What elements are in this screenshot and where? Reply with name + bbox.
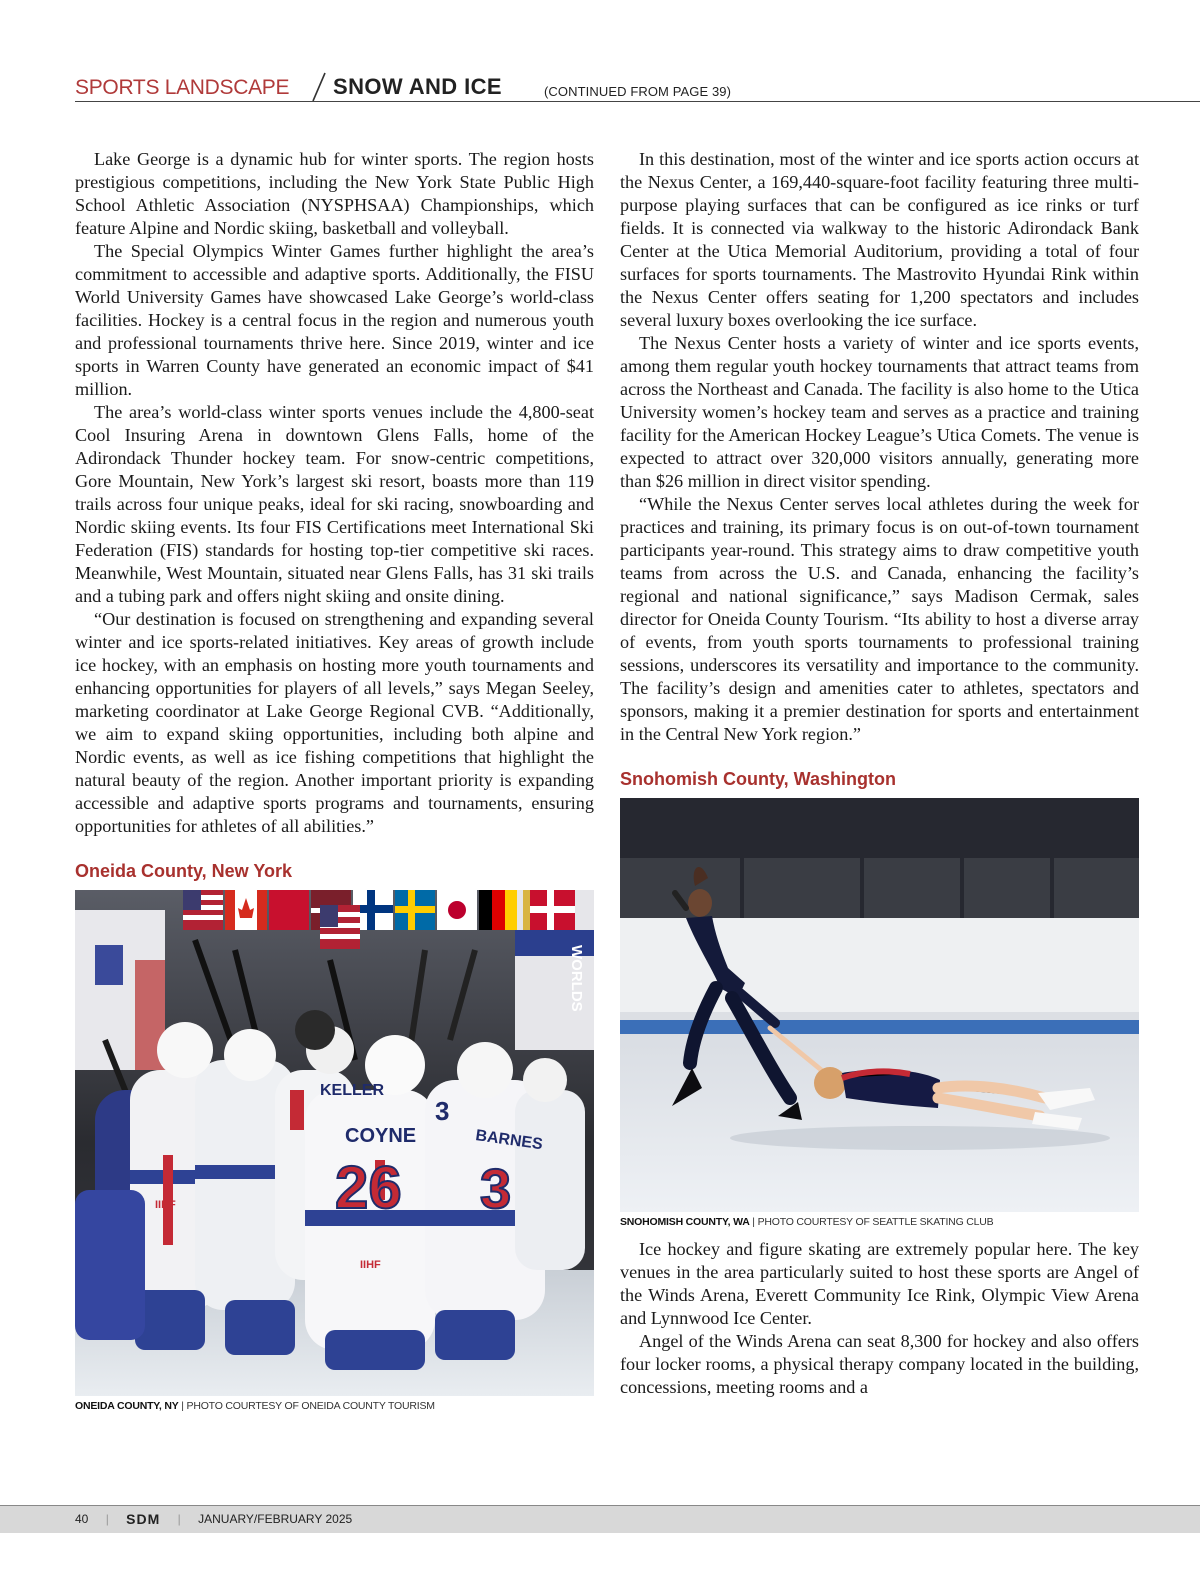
continued-note: (CONTINUED FROM PAGE 39) [544,84,732,99]
paragraph: Lake George is a dynamic hub for winter sports. The region hosts prestigious competitions, including the New York State Public High School Athletic Association (NYSPHSAA) Championships, which feature Alpine and Nordic skiing, basketball and volleyball. [75,149,594,238]
page-footer [75,1511,352,1527]
iihf-patch: IIHF [155,1199,176,1211]
subhead-snohomish: Snohomish County, Washington [620,769,896,789]
left-column [75,148,594,1413]
paragraph: The Nexus Center hosts a variety of winter and ice sports events, among them regular youth hockey tournaments that attract teams from across the Northeast and Canada. The facility is also home to the Utica University women’s hockey team and serves as a practice and training facility for the American Hockey League’s Utica Comets. The venue is expected to attract over 320,000 visitors annually, generating more than $26 million in direct visitor spending. [620,333,1139,491]
magazine-logo: SDM [126,1511,161,1527]
issue-date: JANUARY/FEBRUARY 2025 [198,1512,353,1526]
topic-label: SNOW AND ICE [333,74,502,99]
jersey-name-coyne: COYNE [345,1125,417,1147]
slash-divider [311,72,327,102]
page-header [75,72,1200,104]
section-label: SPORTS LANDSCAPE [75,76,290,99]
hockey-team-photo [75,890,594,1396]
right-column [620,148,1139,1399]
header-rule [75,101,1200,102]
paragraph: The area’s world-class winter sports venues include the 4,800-seat Cool Insuring Arena in downtown Glens Falls, home of the Adirondack Thunder hockey team. For snow-centric competitions, Gore Mountain, New York’s largest ski resort, boasts more than 119 trails across four unique peaks, ideal for ski racing, snowboarding and Nordic skiing events. Its four FIS Certifications meet International Ski Federation (FIS) standards for hosting top-tier competitive ski races. Meanwhile, West Mountain, situated near Glens Falls, has 31 ski trails and a tubing park and offers night skiing and onsite dining. [75,402,594,606]
paragraph: “Our destination is focused on strengthening and expanding several winter and ice sports-related initiatives. Key areas of growth include ice hockey, with an emphasis on hosting more youth tournaments and enhancing opportunities for players of all levels,” says Megan Seeley, marketing coordinator at Lake George Regional CVB. “Additionally, we aim to expand skiing opportunities, including both alpine and Nordic events, as well as ice fishing competitions that highlight the natural beauty of the region. Another important priority is expanding accessible and adaptive sports programs and tournaments, ensuring opportunities for athletes of all abilities.” [75,609,594,836]
skating-photo-illustration [620,798,1139,1212]
footer-separator: | [105,1512,109,1526]
paragraph: In this destination, most of the winter and ice sports action occurs at the Nexus Center, a 169,440-square-foot facility featuring three multi-purpose playing surfaces that can be configured as ice rinks or turf fields. It is connected via walkway to the historic Adirondack Bank Center at the Utica Memorial Auditorium, providing a total of four surfaces for sports tournaments. The Mastrovito Hyundai Rink within the Nexus Center offers seating for 1,200 spectators and includes several luxury boxes overlooking the ice surface. [620,149,1139,330]
iihf-patch: IIHF [360,1259,381,1271]
jersey-name-barnes: BARNES [474,1127,544,1154]
photo-caption-oneida: ONEIDA COUNTY, NY | PHOTO COURTESY OF ONEIDA COUNTY TOURISM [75,1400,435,1412]
jersey-number-3: 3 [480,1157,512,1220]
photo-caption-snohomish: SNOHOMISH COUNTY, WA | PHOTO COURTESY OF SEATTLE SKATING CLUB [620,1216,994,1228]
paragraph: The Special Olympics Winter Games further highlight the area’s commitment to accessible and adaptive sports. Additionally, the FISU World University Games have showcased Lake George’s world-class facilities. Hockey is a central focus in the region and numerous youth and professional tournaments thrive here. Since 2019, winter and ice sports in Warren County have generated an economic impact of $41 million. [75,241,594,399]
figure-skating-photo [620,798,1139,1212]
footer-separator: | [177,1512,181,1526]
jersey-name-keller: KELLER [320,1082,384,1099]
hockey-photo-illustration [75,890,594,1396]
paragraph: “While the Nexus Center serves local athletes during the week for practices and training, its primary focus is on out-of-town tournament participants year-round. This strategy aims to draw competitive youth teams from across the U.S. and Canada, enhancing the facility’s regional and national significance,” says Madison Cermak, sales director for Oneida County Tourism. “Its ability to host a diverse array of events, from youth sports tournaments to professional training sessions, underscores its versatility and importance to the community. The facility’s design and amenities cater to athletes, spectators and sponsors, making it a premier destination for sports and entertainment in the Central New York region.” [620,494,1139,744]
paragraph: Ice hockey and figure skating are extremely popular here. The key venues in the area particularly suited to host these sports are Angel of the Winds Arena, Everett Community Ice Rink, Olympic View Arena and Lynnwood Ice Center. [620,1239,1139,1328]
paragraph: Angel of the Winds Arena can seat 8,300 for hockey and also offers four locker rooms, a physical therapy company located in the building, concessions, meeting rooms and a [620,1331,1139,1397]
subhead-oneida: Oneida County, New York [75,861,293,881]
jersey-number-26: 26 [335,1154,402,1221]
page-number: 40 [75,1512,89,1526]
svg-text:3: 3 [435,1096,450,1126]
worlds-banner-text: WORLDS [568,945,585,1012]
